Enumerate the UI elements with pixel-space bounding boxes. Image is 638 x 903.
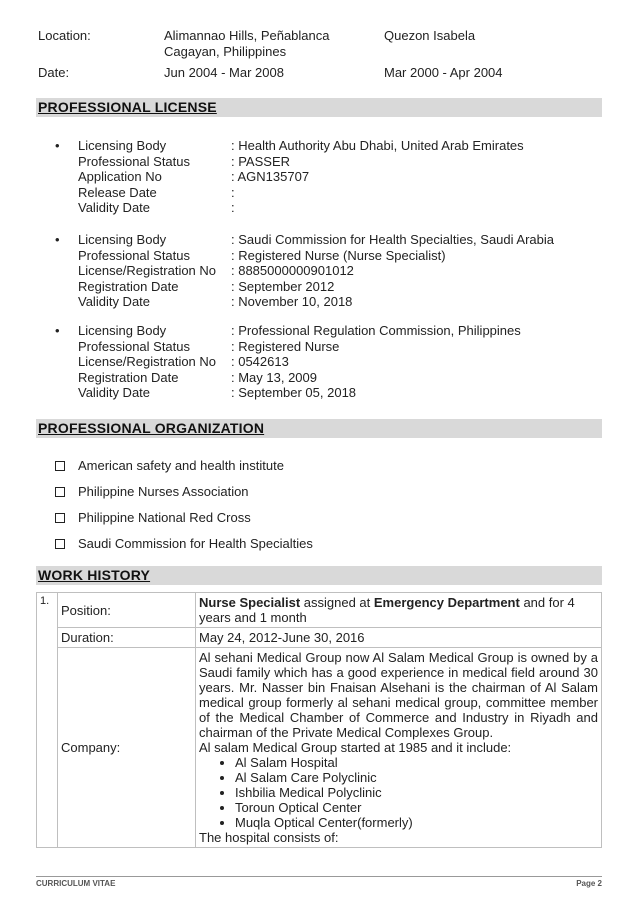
date-1: Jun 2004 - Mar 2008 xyxy=(164,65,284,80)
license-section-title: PROFESSIONAL LICENSE xyxy=(38,99,217,115)
work-history-table xyxy=(36,592,602,848)
company-description: Al sehani Medical Group now Al Salam Medical Group is owned by a Saudi family which has a good experience in medical field around 30 years. Mr. Nasser bin Fnaisan Alsehani is the chairman of Al Salam medical group formerly al sehani medical group, committee member of the Medical Chamber of Commerce and Industry in Riyadh and chairman of the Private Medical Complexes Group. xyxy=(199,650,598,740)
organization-section-title: PROFESSIONAL ORGANIZATION xyxy=(38,420,265,436)
duration-label: Duration: xyxy=(58,628,196,648)
license-group-3 xyxy=(55,323,615,401)
hospital-consists: The hospital consists of: xyxy=(199,830,339,845)
duration-value: May 24, 2012-June 30, 2016 xyxy=(196,628,602,648)
list-item: • Toroun Optical Center xyxy=(235,800,598,815)
company-value xyxy=(196,648,602,848)
license-row: Registration Date : May 13, 2009 xyxy=(78,369,317,385)
license-row: Professional Status : Registered Nurse (Nurse Specialist) xyxy=(78,247,446,263)
table-row xyxy=(37,628,602,648)
list-item: • Al Salam Care Polyclinic xyxy=(235,770,598,785)
license-row: Validity Date : September 05, 2018 xyxy=(78,385,357,400)
location-1-line2: Cagayan, Philippines xyxy=(164,44,287,59)
position-value: Nurse Specialist assigned at Emergency Department and for 4 years and 1 month xyxy=(196,593,602,628)
checkbox-icon xyxy=(55,539,65,549)
list-item: • Al Salam Hospital xyxy=(235,755,598,770)
license-row: Licensing Body : Health Authority Abu Dhabi, United Arab Emirates xyxy=(78,138,524,153)
company-label: Company: xyxy=(58,648,196,848)
bullet-icon: • xyxy=(55,323,60,338)
license-row: Licensing Body : Saudi Commission for Health Specialties, Saudi Arabia xyxy=(78,232,554,247)
license-row: License/Registration No : 0542613 xyxy=(78,354,289,369)
page-number: Page 2 xyxy=(576,879,602,888)
location-1 xyxy=(164,28,329,60)
date-2: Mar 2000 - Apr 2004 xyxy=(384,65,503,80)
license-section-header xyxy=(36,98,602,117)
license-row: Validity Date : xyxy=(78,200,235,215)
date-label: Date: xyxy=(38,65,70,80)
bullet-icon: • xyxy=(55,138,60,153)
work-section-header xyxy=(36,566,602,585)
license-row: Validity Date : November 10, 2018 xyxy=(78,294,353,309)
facility-list xyxy=(199,755,598,830)
license-group-2 xyxy=(55,232,615,310)
list-item: • Muqla Optical Center(formerly) xyxy=(235,815,598,830)
checkbox-icon xyxy=(55,487,65,497)
checkbox-icon xyxy=(55,513,65,523)
bullet-icon: • xyxy=(55,232,60,247)
entry-number: 1. xyxy=(37,593,58,848)
license-row: Professional Status : Registered Nurse xyxy=(78,338,340,354)
license-row: Registration Date : September 2012 xyxy=(78,278,335,294)
table-row xyxy=(37,593,602,628)
license-row: Licensing Body : Professional Regulation Commission, Philippines xyxy=(78,323,521,338)
company-intro: Al salam Medical Group started at 1985 and it include: xyxy=(199,740,512,755)
footer-title: CURRICULUM VITAE xyxy=(36,879,116,888)
license-row: License/Registration No : 8885000000901012 xyxy=(78,263,354,278)
organization-section-header xyxy=(36,419,602,438)
list-item: • Ishbilia Medical Polyclinic xyxy=(235,785,598,800)
work-section-title: WORK HISTORY xyxy=(38,567,151,583)
position-label: Position: xyxy=(58,593,196,628)
location-1-line1: Alimannao Hills, Peñablanca xyxy=(164,28,330,43)
table-row xyxy=(37,648,602,848)
license-row: Release Date : xyxy=(78,184,235,200)
page-footer xyxy=(36,876,602,891)
location-label: Location: xyxy=(38,28,91,43)
license-group-1 xyxy=(55,138,615,216)
license-row: Professional Status : PASSER xyxy=(78,153,291,169)
checkbox-icon xyxy=(55,461,65,471)
license-row: Application No : AGN135707 xyxy=(78,169,310,184)
location-2: Quezon Isabela xyxy=(384,28,476,43)
